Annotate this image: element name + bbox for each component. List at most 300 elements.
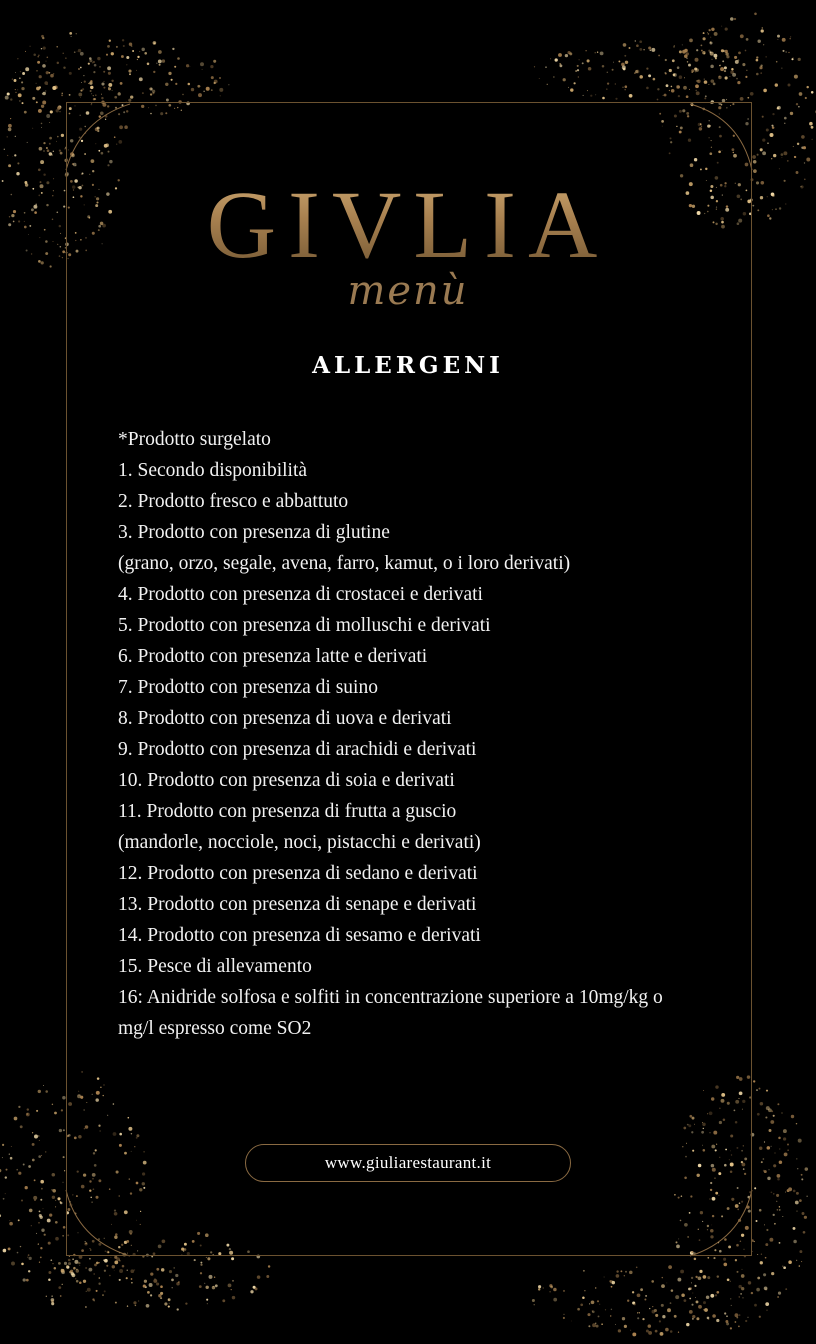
glitter-dot	[137, 56, 139, 58]
glitter-dot	[754, 1241, 755, 1242]
glitter-dot	[20, 1246, 21, 1247]
glitter-dot	[63, 53, 64, 54]
glitter-dot	[589, 1303, 590, 1304]
glitter-dot	[577, 65, 579, 67]
glitter-dot	[77, 51, 78, 52]
glitter-dot	[232, 1280, 234, 1282]
glitter-dot	[94, 64, 97, 67]
glitter-dot	[607, 82, 609, 84]
glitter-dot	[39, 147, 43, 151]
glitter-dot	[48, 1242, 51, 1245]
glitter-dot	[778, 1137, 781, 1140]
glitter-dot	[706, 1295, 710, 1299]
glitter-dot	[582, 1296, 585, 1299]
glitter-dot	[41, 1188, 43, 1190]
glitter-dot	[618, 1329, 621, 1332]
glitter-dot	[32, 128, 33, 129]
glitter-dot	[665, 59, 667, 61]
glitter-dot	[37, 61, 40, 64]
glitter-dot	[63, 1129, 65, 1131]
glitter-dot	[704, 53, 706, 55]
glitter-dot	[21, 1263, 24, 1266]
glitter-dot	[602, 97, 605, 100]
allergen-item: 11. Prodotto con presenza di frutta a guscio	[118, 801, 457, 822]
glitter-dot	[2, 1144, 4, 1146]
glitter-dot	[797, 1168, 798, 1169]
glitter-dot	[743, 1297, 744, 1298]
glitter-dot	[47, 71, 48, 72]
glitter-dot	[36, 1110, 38, 1112]
glitter-dot	[563, 1317, 565, 1319]
glitter-dot	[107, 66, 111, 70]
glitter-dot	[37, 56, 38, 57]
glitter-dot	[729, 76, 730, 77]
glitter-dot	[211, 89, 213, 91]
glitter-dot	[766, 1310, 767, 1311]
glitter-dot	[756, 56, 758, 58]
glitter-dot	[11, 1262, 15, 1266]
glitter-dot	[553, 1298, 557, 1302]
glitter-dot	[615, 1324, 616, 1325]
glitter-dot	[756, 59, 759, 62]
glitter-dot	[806, 86, 808, 88]
glitter-dot	[604, 1277, 605, 1278]
glitter-dot	[754, 1187, 756, 1189]
glitter-dot	[639, 75, 643, 79]
glitter-dot	[777, 1296, 779, 1298]
glitter-dot	[771, 1146, 772, 1147]
glitter-dot	[703, 1301, 706, 1304]
glitter-dot	[88, 63, 90, 65]
glitter-dot	[625, 1271, 627, 1273]
glitter-dot	[740, 34, 744, 38]
glitter-dot	[25, 1186, 28, 1189]
glitter-dot	[18, 1172, 21, 1175]
glitter-dot	[708, 84, 709, 85]
glitter-dot	[55, 1206, 56, 1207]
glitter-dot	[52, 1263, 53, 1264]
glitter-dot	[757, 1254, 758, 1255]
glitter-dot	[231, 1257, 234, 1260]
glitter-dot	[657, 88, 659, 90]
glitter-dot	[101, 94, 102, 95]
glitter-dot	[802, 1212, 805, 1215]
glitter-dot	[93, 1273, 95, 1275]
glitter-dot	[725, 76, 728, 79]
glitter-dot	[649, 1308, 650, 1309]
glitter-dot	[627, 1300, 629, 1302]
glitter-dot	[739, 1314, 741, 1316]
glitter-dot	[686, 95, 689, 98]
glitter-dot	[675, 1295, 679, 1299]
glitter-dot	[633, 1303, 635, 1305]
glitter-dot	[655, 1330, 658, 1333]
glitter-dot	[578, 76, 579, 77]
glitter-dot	[686, 1323, 689, 1326]
glitter-dot	[78, 93, 82, 97]
glitter-dot	[573, 82, 575, 84]
glitter-dot	[674, 45, 675, 46]
glitter-dot	[698, 1276, 702, 1280]
glitter-dot	[158, 1294, 161, 1297]
glitter-dot	[186, 64, 189, 67]
glitter-dot	[550, 1286, 553, 1289]
glitter-dot	[228, 84, 229, 85]
glitter-dot	[738, 1296, 740, 1298]
glitter-dot	[18, 1106, 20, 1108]
glitter-dot	[681, 1294, 685, 1298]
glitter-dot	[153, 41, 157, 45]
glitter-dot	[695, 1276, 697, 1278]
glitter-dot	[688, 1288, 691, 1291]
glitter-dot	[32, 1159, 35, 1162]
glitter-dot	[41, 127, 42, 128]
glitter-dot	[637, 1317, 639, 1319]
glitter-dot	[126, 1277, 128, 1279]
glitter-dot	[610, 1315, 611, 1316]
glitter-dot	[109, 1275, 111, 1277]
glitter-dot	[711, 28, 714, 31]
glitter-dot	[658, 55, 660, 57]
glitter-dot	[171, 79, 173, 81]
glitter-dot	[646, 67, 648, 69]
glitter-dot	[23, 1278, 26, 1281]
glitter-dot	[33, 54, 36, 57]
glitter-dot	[82, 88, 84, 90]
glitter-dot	[28, 1254, 30, 1256]
glitter-dot	[211, 76, 214, 79]
glitter-dot	[147, 1291, 150, 1294]
glitter-dot	[811, 139, 812, 140]
glitter-dot	[735, 1321, 737, 1323]
glitter-dot	[783, 151, 787, 155]
glitter-dot	[788, 52, 789, 53]
glitter-dot	[80, 67, 82, 69]
glitter-dot	[726, 1315, 728, 1317]
glitter-dot	[595, 52, 596, 53]
glitter-dot	[600, 52, 604, 56]
glitter-dot	[724, 1312, 726, 1314]
glitter-dot	[158, 50, 162, 54]
glitter-dot	[615, 83, 616, 84]
website-link[interactable]: www.giuliarestaurant.it	[245, 1144, 571, 1182]
glitter-dot	[609, 1280, 611, 1282]
glitter-dot	[799, 1199, 802, 1202]
glitter-dot	[629, 1271, 633, 1275]
glitter-dot	[782, 1266, 783, 1267]
glitter-dot	[538, 1288, 540, 1290]
glitter-dot	[53, 151, 54, 152]
glitter-dot	[607, 72, 608, 73]
glitter-dot	[52, 155, 53, 156]
glitter-dot	[19, 78, 20, 79]
glitter-dot	[651, 48, 655, 52]
glitter-dot	[162, 59, 165, 62]
glitter-dot	[773, 1193, 774, 1194]
glitter-dot	[175, 1274, 178, 1277]
glitter-dot	[784, 1153, 788, 1157]
glitter-dot	[796, 103, 798, 105]
glitter-dot	[696, 1317, 699, 1320]
glitter-dot	[222, 1299, 225, 1302]
glitter-dot	[128, 70, 131, 73]
glitter-dot	[753, 1080, 755, 1082]
allergen-item: mg/l espresso come SO2	[118, 1018, 312, 1039]
glitter-dot	[801, 1261, 802, 1262]
glitter-dot	[50, 110, 53, 113]
glitter-dot	[668, 1265, 672, 1269]
glitter-dot	[161, 1268, 164, 1271]
glitter-dot	[746, 38, 749, 41]
glitter-dot	[26, 1113, 30, 1117]
glitter-dot	[776, 61, 778, 63]
glitter-dot	[156, 1282, 159, 1285]
glitter-dot	[43, 92, 46, 95]
glitter-dot	[785, 1192, 786, 1193]
glitter-dot	[724, 70, 726, 72]
glitter-dot	[76, 1269, 79, 1272]
glitter-dot	[40, 1257, 42, 1259]
menu-subtitle: menù	[347, 268, 469, 314]
glitter-dot	[597, 1300, 599, 1302]
allergen-item: 3. Prodotto con presenza di glutine	[118, 522, 390, 543]
glitter-dot	[711, 59, 712, 60]
glitter-dot	[131, 1282, 133, 1284]
glitter-dot	[669, 90, 670, 91]
glitter-dot	[114, 96, 117, 99]
glitter-dot	[93, 95, 94, 96]
glitter-dot	[682, 44, 683, 45]
glitter-dot	[138, 1300, 139, 1301]
allergen-item: 5. Prodotto con presenza di molluschi e derivati	[118, 615, 491, 636]
glitter-dot	[678, 95, 680, 97]
glitter-dot	[782, 50, 784, 52]
glitter-dot	[597, 52, 598, 53]
glitter-dot	[764, 1141, 765, 1142]
glitter-dot	[773, 1164, 776, 1167]
glitter-dot	[68, 1262, 71, 1265]
glitter-dot	[637, 1293, 641, 1297]
allergens-heading: ALLERGENI	[312, 352, 504, 379]
glitter-dot	[18, 93, 22, 97]
glitter-dot	[108, 87, 111, 90]
glitter-dot	[61, 134, 64, 137]
glitter-dot	[164, 1302, 167, 1305]
glitter-dot	[623, 68, 626, 71]
glitter-dot	[74, 1260, 78, 1264]
glitter-dot	[730, 1281, 731, 1282]
glitter-dot	[632, 1291, 634, 1293]
glitter-dot	[555, 58, 558, 61]
glitter-dot	[88, 1268, 92, 1272]
glitter-dot	[595, 94, 596, 95]
glitter-dot	[126, 56, 129, 59]
glitter-dot	[545, 66, 546, 67]
glitter-dot	[92, 62, 93, 63]
glitter-dot	[798, 58, 801, 61]
glitter-dot	[624, 55, 626, 57]
glitter-dot	[250, 1290, 253, 1293]
glitter-dot	[695, 71, 697, 73]
glitter-dot	[657, 99, 659, 101]
glitter-dot	[268, 1265, 270, 1267]
glitter-dot	[213, 1286, 214, 1287]
glitter-dot	[682, 50, 686, 54]
glitter-dot	[723, 1258, 726, 1261]
glitter-dot	[620, 1270, 622, 1272]
glitter-dot	[571, 1321, 572, 1322]
glitter-dot	[772, 126, 775, 129]
glitter-dot	[762, 151, 766, 155]
glitter-dot	[720, 67, 724, 71]
glitter-dot	[759, 1147, 762, 1150]
glitter-dot	[692, 1292, 693, 1293]
glitter-dot	[228, 1283, 232, 1287]
glitter-dot	[198, 93, 202, 97]
glitter-dot	[98, 1283, 100, 1285]
allergen-item: 2. Prodotto fresco e abbattuto	[118, 491, 349, 512]
glitter-dot	[793, 57, 794, 58]
glitter-dot	[760, 148, 763, 151]
glitter-dot	[612, 69, 614, 71]
glitter-dot	[777, 1178, 780, 1181]
glitter-dot	[543, 1287, 544, 1288]
glitter-dot	[79, 1281, 82, 1284]
glitter-dot	[754, 13, 757, 16]
glitter-dot	[33, 1196, 37, 1200]
glitter-dot	[707, 1257, 709, 1259]
glitter-dot	[3, 1249, 7, 1253]
glitter-dot	[231, 1289, 232, 1290]
glitter-dot	[756, 1220, 758, 1222]
glitter-dot	[28, 1165, 31, 1168]
glitter-dot	[46, 147, 48, 149]
glitter-dot	[776, 1194, 779, 1197]
glitter-dot	[6, 1169, 8, 1171]
glitter-dot	[5, 1176, 7, 1178]
glitter-dot	[94, 98, 96, 100]
glitter-dot	[587, 90, 588, 91]
glitter-dot	[29, 1257, 32, 1260]
glitter-dot	[764, 1170, 767, 1173]
glitter-dot	[114, 1261, 118, 1265]
glitter-dot	[40, 1199, 42, 1201]
glitter-dot	[766, 1106, 770, 1110]
glitter-dot	[104, 1290, 106, 1292]
glitter-dot	[686, 52, 689, 55]
glitter-dot	[757, 1113, 760, 1116]
glitter-dot	[23, 1164, 25, 1166]
glitter-dot	[799, 92, 803, 96]
glitter-dot	[736, 1271, 738, 1273]
glitter-dot	[22, 72, 25, 75]
glitter-dot	[664, 94, 667, 97]
glitter-dot	[779, 1206, 780, 1207]
glitter-dot	[709, 51, 711, 53]
glitter-dot	[704, 79, 705, 80]
glitter-dot	[5, 96, 9, 100]
glitter-dot	[42, 37, 44, 39]
glitter-dot	[694, 1285, 696, 1287]
glitter-dot	[40, 1216, 43, 1219]
glitter-dot	[760, 1261, 763, 1264]
glitter-dot	[790, 36, 791, 37]
glitter-dot	[11, 1146, 12, 1147]
glitter-dot	[639, 40, 642, 43]
glitter-dot	[563, 1290, 565, 1292]
glitter-dot	[200, 1262, 202, 1264]
glitter-dot	[760, 64, 762, 66]
glitter-dot	[764, 1286, 768, 1290]
glitter-dot	[200, 1264, 202, 1266]
glitter-dot	[61, 94, 63, 96]
glitter-dot	[18, 1219, 20, 1221]
glitter-dot	[674, 1315, 677, 1318]
glitter-dot	[591, 1300, 595, 1304]
glitter-dot	[785, 1288, 787, 1290]
glitter-dot	[83, 75, 84, 76]
glitter-dot	[20, 71, 21, 72]
glitter-dot	[653, 78, 656, 81]
glitter-dot	[38, 1090, 41, 1093]
glitter-dot	[108, 83, 112, 87]
glitter-dot	[676, 85, 680, 89]
glitter-dot	[123, 45, 125, 47]
glitter-dot	[55, 1221, 58, 1224]
glitter-dot	[122, 1265, 125, 1268]
glitter-dot	[624, 89, 626, 91]
glitter-dot	[60, 152, 63, 155]
glitter-dot	[757, 1277, 760, 1280]
glitter-dot	[769, 1129, 772, 1132]
glitter-dot	[73, 1267, 76, 1270]
glitter-dot	[757, 39, 760, 42]
glitter-dot	[49, 72, 51, 74]
glitter-dot	[761, 1161, 763, 1163]
glitter-dot	[801, 1174, 803, 1176]
glitter-dot	[796, 1260, 797, 1261]
glitter-dot	[89, 1258, 91, 1260]
glitter-dot	[734, 18, 736, 20]
glitter-dot	[46, 114, 50, 118]
glitter-dot	[103, 71, 105, 73]
glitter-dot	[689, 39, 693, 43]
glitter-dot	[689, 1298, 691, 1300]
glitter-dot	[708, 33, 710, 35]
glitter-dot	[63, 66, 65, 68]
glitter-dot	[655, 1314, 658, 1317]
glitter-dot	[659, 1320, 661, 1322]
glitter-dot	[9, 1153, 10, 1154]
glitter-dot	[43, 150, 45, 152]
glitter-dot	[784, 123, 785, 124]
glitter-dot	[85, 1306, 87, 1308]
glitter-dot	[46, 1296, 47, 1297]
allergen-item: 10. Prodotto con presenza di soia e derivati	[118, 770, 455, 791]
glitter-dot	[111, 80, 113, 82]
glitter-dot	[47, 1219, 51, 1223]
glitter-dot	[629, 94, 633, 98]
glitter-dot	[771, 158, 772, 159]
glitter-dot	[51, 1189, 52, 1190]
glitter-dot	[191, 88, 194, 91]
glitter-dot	[10, 98, 12, 100]
glitter-dot	[737, 81, 740, 84]
glitter-dot	[38, 1243, 39, 1244]
glitter-dot	[766, 1090, 768, 1092]
glitter-dot	[114, 1270, 115, 1271]
glitter-dot	[57, 136, 59, 138]
